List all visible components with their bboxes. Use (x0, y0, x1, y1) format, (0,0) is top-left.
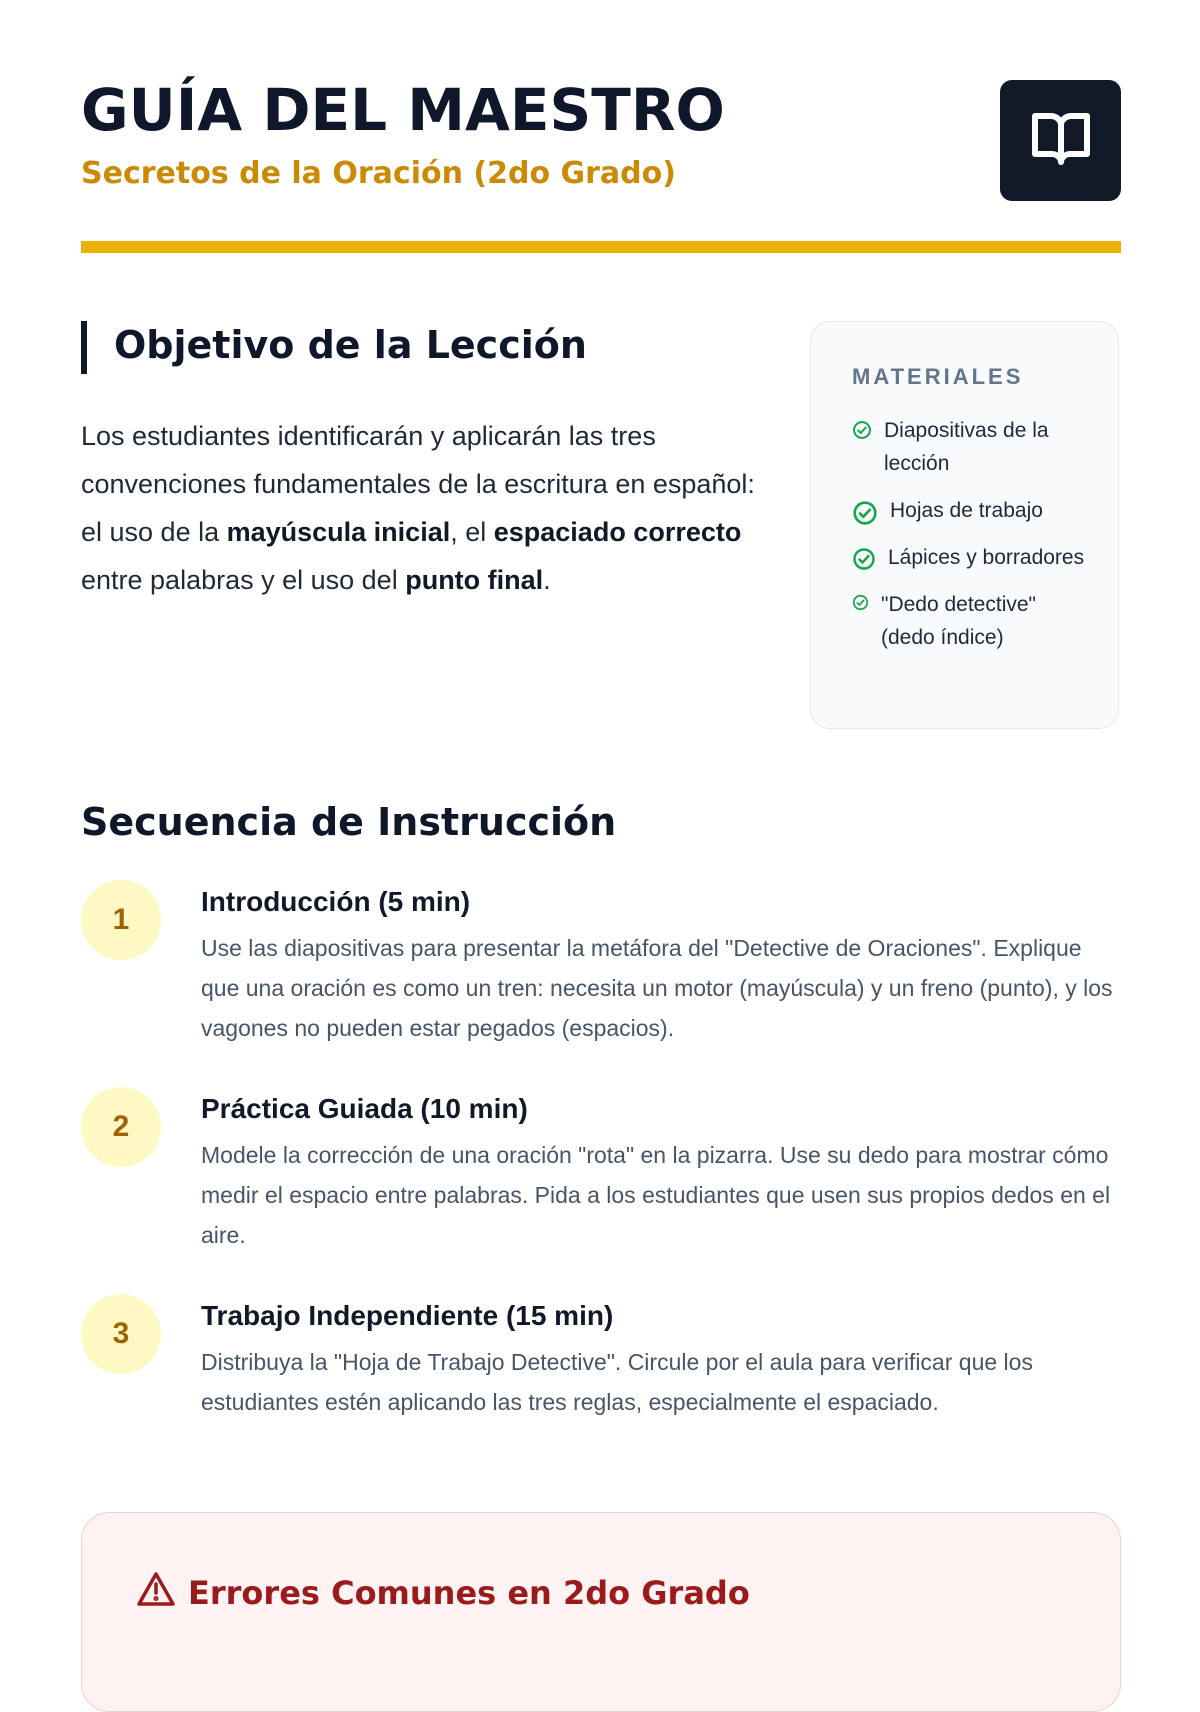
list-item (852, 414, 1092, 480)
list-item (852, 588, 1092, 654)
check-circle-icon (852, 420, 872, 440)
objective-title: Objetivo de la Lección (114, 323, 587, 367)
step-title: Práctica Guiada (10 min) (201, 1093, 528, 1124)
section-accent-bar (81, 321, 87, 374)
keyword-period: punto final (405, 565, 544, 595)
step-description: Distribuya la "Hoja de Trabajo Detective". Circule por el aula para verificar que los estudiantes estén aplicando las tres reglas, especialmente el espaciado. (201, 1349, 1033, 1415)
material-label: Hojas de trabajo (890, 499, 1043, 522)
materials-title: MATERIALES (852, 364, 1024, 389)
material-label: Diapositivas de la lección (884, 419, 1049, 475)
objective-text: Los estudiantes identificarán y aplicarán las tres convenciones fundamentales de la escritura en español: el uso de la mayúscula inicial, el espaciado correcto entre palabras y el uso del punto final. (81, 421, 755, 595)
step-title: Introducción (5 min) (201, 886, 471, 917)
page-subtitle: Secretos de la Oración (2do Grado) (81, 156, 676, 191)
common-errors-card (81, 1512, 1121, 1712)
material-label: "Dedo detective" (dedo índice) (881, 593, 1036, 649)
materials-card (810, 321, 1119, 729)
list-item (852, 494, 1092, 527)
page-title: GUÍA DEL MAESTRO (81, 76, 725, 144)
header-divider (81, 241, 1121, 253)
list-item (852, 541, 1092, 574)
check-circle-icon (852, 500, 878, 526)
sequence-title: Secuencia de Instrucción (81, 800, 617, 844)
step-number-badge: 2 (81, 1087, 161, 1167)
step-number-badge: 3 (81, 1294, 161, 1374)
logo-badge (1000, 80, 1121, 201)
material-label: Lápices y borradores (888, 546, 1085, 569)
step-description: Modele la corrección de una oración "rota" en la pizarra. Use su dedo para mostrar cómo medir el espacio entre palabras. Pida a los estudiantes que usen sus propios dedos en el aire. (201, 1142, 1111, 1248)
step-description: Use las diapositivas para presentar la metáfora del "Detective de Oraciones". Explique que una oración es como un tren: necesita un motor (mayúscula) y un freno (punto), y los vagones no pueden estar pegados (espacios). (201, 935, 1113, 1041)
errors-title: Errores Comunes en 2do Grado (188, 1574, 750, 1612)
keyword-spacing: espaciado correcto (493, 517, 742, 547)
open-book-icon (1029, 108, 1093, 173)
step-title: Trabajo Independiente (15 min) (201, 1300, 614, 1331)
keyword-capital: mayúscula inicial (226, 517, 451, 547)
warning-triangle-icon (136, 1571, 188, 1615)
check-circle-icon (852, 594, 869, 611)
check-circle-icon (852, 547, 876, 571)
materials-list (852, 414, 1092, 668)
step-number-badge: 1 (81, 880, 161, 960)
errors-heading (136, 1571, 750, 1615)
